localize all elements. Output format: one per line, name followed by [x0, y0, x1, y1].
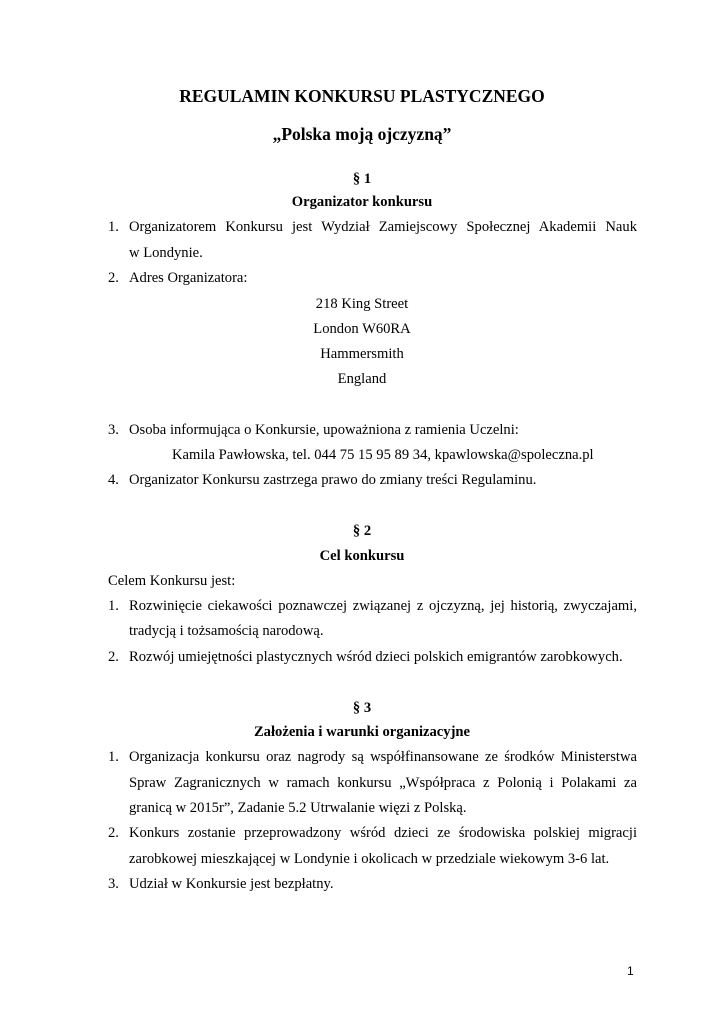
s1-item-1-line-2: w Londynie.: [129, 245, 203, 261]
s2-item-1-line-2: tradycją i tożsamością narodową.: [129, 623, 324, 639]
s1-item-3-line-1: Osoba informująca o Konkursie, upoważniona z ramienia Uczelni:: [129, 422, 519, 438]
contact-person-line: Kamila Pawłowska, tel. 044 75 15 95 89 34, kpawlowska@spoleczna.pl: [172, 447, 594, 463]
s3-item-2-line-1: Konkurs zostanie przeprowadzony wśród dzieci ze środowiska polskiej migracji: [129, 825, 637, 841]
address-line-street: 218 King Street: [315, 296, 409, 312]
s3-item-1-line-3: granicą w 2015r”, Zadanie 5.2 Utrwalanie więzi z Polską.: [129, 800, 467, 816]
address-line-city: London W60RA: [313, 321, 411, 337]
document-title: REGULAMIN KONKURSU PLASTYCZNEGO: [179, 86, 545, 106]
s2-item-2-line-1: Rozwój umiejętności plastycznych wśród dzieci polskich emigrantów zarobkowych.: [129, 649, 623, 665]
s1-item-2-number: 2.: [108, 270, 119, 286]
s1-item-1-line-1: Organizatorem Konkursu jest Wydział Zamiejscowy Społecznej Akademii Nauk: [129, 219, 637, 235]
s1-item-4-line-1: Organizator Konkursu zastrzega prawo do zmiany treści Regulaminu.: [129, 472, 537, 488]
s1-item-1-number: 1.: [108, 219, 119, 235]
address-line-country: England: [337, 371, 387, 387]
section-1-sign: § 1: [352, 171, 372, 187]
s2-item-2-number: 2.: [108, 649, 119, 665]
s2-item-1-line-1: Rozwinięcie ciekawości poznawczej związanej z ojczyzną, jej historią, zwyczajami,: [129, 598, 637, 614]
s3-item-1-line-1: Organizacja konkursu oraz nagrody są współfinansowane ze środków Ministerstwa: [129, 749, 637, 765]
s3-item-1-line-2: Spraw Zagranicznych w ramach konkursu „Współpraca z Polonią i Polakami za: [129, 775, 637, 791]
document-subtitle: „Polska moją ojczyzną”: [272, 124, 452, 144]
s3-item-3-line-1: Udział w Konkursie jest bezpłatny.: [129, 876, 334, 892]
s3-item-3-number: 3.: [108, 876, 119, 892]
section-3-heading: Założenia i warunki organizacyjne: [253, 724, 471, 740]
page-number: 1: [627, 964, 634, 978]
s1-item-2-line-1: Adres Organizatora:: [129, 270, 248, 286]
section-2-sign: § 2: [352, 523, 372, 539]
section-3-sign: § 3: [352, 700, 372, 716]
address-line-district: Hammersmith: [320, 346, 404, 362]
s1-item-3-number: 3.: [108, 422, 119, 438]
s1-item-4-number: 4.: [108, 472, 119, 488]
s3-item-2-line-2: zarobkowej mieszkającej w Londynie i okolicach w przedziale wiekowym 3-6 lat.: [129, 851, 610, 867]
s3-item-2-number: 2.: [108, 825, 119, 841]
section-1-heading: Organizator konkursu: [291, 194, 433, 210]
s2-item-1-number: 1.: [108, 598, 119, 614]
section-2-intro: Celem Konkursu jest:: [108, 573, 236, 589]
s3-item-1-number: 1.: [108, 749, 119, 765]
section-2-heading: Cel konkursu: [319, 548, 405, 564]
